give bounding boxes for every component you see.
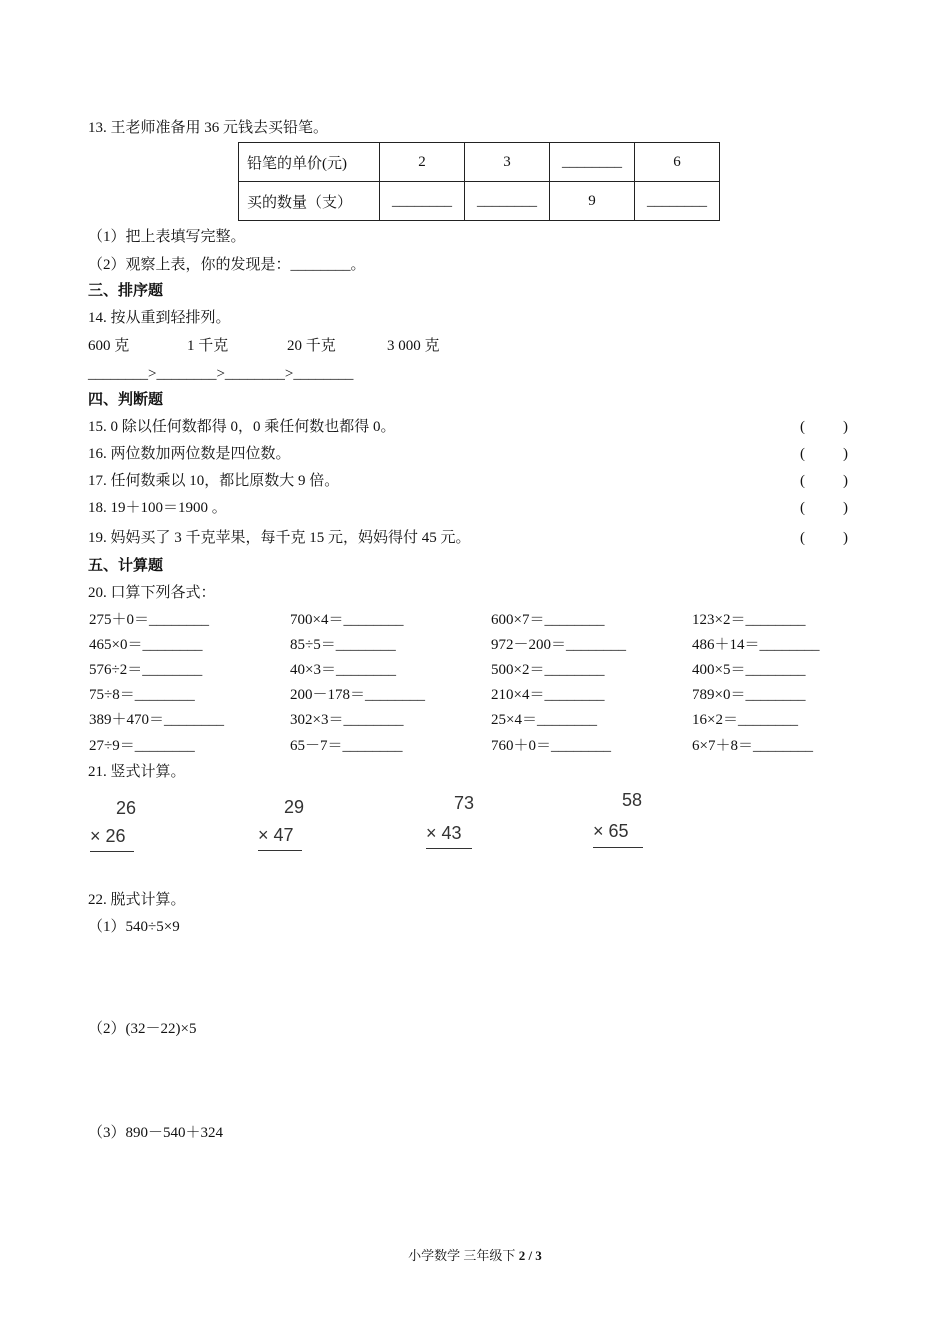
multiplicand: 73 [454,793,475,813]
mental-math-item: 389＋470＝________ [89,712,225,728]
answer-paren: ( ) [800,500,848,516]
q14-item: 3 000 克 [387,338,440,354]
q22-item: （2）(32－22)×5 [88,1021,197,1037]
q14-item: 20 千克 [287,338,336,354]
section-heading: 三、排序题 [88,283,164,299]
q13-sub2: （2）观察上表，你的发现是：________。 [88,257,366,273]
judge-item: 15. 0 除以任何数都得 0，0 乘任何数也都得 0。 [88,419,396,435]
multiplicand: 26 [116,798,137,818]
mental-math-item: 576÷2＝________ [89,662,203,678]
judge-item: 17. 任何数乘以 10，都比原数大 9 倍。 [88,473,340,489]
table-cell: 9 [550,182,635,221]
mental-math-item: 700×4＝________ [290,612,404,628]
table-cell: 2 [380,143,465,182]
mental-math-item: 123×2＝________ [692,612,806,628]
q13-sub1: （1）把上表填写完整。 [88,229,246,245]
vertical-multiplication [424,793,484,853]
table-row [239,182,720,221]
table-cell: ________ [380,182,465,221]
vertical-multiplication [256,797,316,857]
q13-title: 13. 王老师准备用 36 元钱去买铅笔。 [88,120,329,136]
multiplicand: 58 [622,790,643,810]
mental-math-item: 302×3＝________ [290,712,404,728]
answer-line [258,850,302,851]
mental-math-item: 6×7＋8＝________ [692,738,813,754]
row-header-quantity: 买的数量（支） [239,182,380,221]
mental-math-item: 275＋0＝________ [89,612,210,628]
multiplier: × 47 [258,825,294,845]
q14-answer-line: ________>________>________>________ [88,366,354,382]
mental-math-item: 75÷8＝________ [89,687,195,703]
page-footer [0,1245,950,1264]
price-table [238,142,720,221]
mental-math-item: 25×4＝________ [491,712,597,728]
table-cell: ________ [635,182,720,221]
vertical-multiplication [88,798,148,858]
row-header-price: 铅笔的单价(元) [239,143,380,182]
section-heading: 五、计算题 [88,558,164,574]
multiplier: × 26 [90,826,126,846]
answer-paren: ( ) [800,530,848,546]
table-cell: 6 [635,143,720,182]
multiplicand: 29 [284,797,305,817]
answer-line [593,847,643,848]
q14-title: 14. 按从重到轻排列。 [88,310,231,326]
q20-title: 20. 口算下列各式： [88,585,216,601]
q21-title: 21. 竖式计算。 [88,764,186,780]
q14-item: 1 千克 [187,338,229,354]
mental-math-item: 486＋14＝________ [692,637,820,653]
mental-math-item: 210×4＝________ [491,687,605,703]
judge-item: 16. 两位数加两位数是四位数。 [88,446,291,462]
section-heading: 四、判断题 [88,392,164,408]
mental-math-item: 200－178＝________ [290,687,426,703]
q22-title: 22. 脱式计算。 [88,892,186,908]
judge-item: 18. 19＋100＝1900 。 [88,500,227,516]
vertical-multiplication [591,790,651,850]
mental-math-item: 500×2＝________ [491,662,605,678]
mental-math-item: 40×3＝________ [290,662,396,678]
table-cell: ________ [550,143,635,182]
multiplier: × 43 [426,823,462,843]
mental-math-item: 760＋0＝________ [491,738,612,754]
q22-item: （1）540÷5×9 [88,919,180,935]
answer-paren: ( ) [800,419,848,435]
answer-paren: ( ) [800,473,848,489]
q22-item: （3）890－540＋324 [88,1125,224,1141]
answer-paren: ( ) [800,446,848,462]
answer-line [426,848,472,849]
mental-math-item: 972－200＝________ [491,637,627,653]
mental-math-item: 27÷9＝________ [89,738,195,754]
mental-math-item: 85÷5＝________ [290,637,396,653]
page-number: 2 / 3 [518,1248,542,1263]
mental-math-item: 465×0＝________ [89,637,203,653]
table-cell: ________ [465,182,550,221]
mental-math-item: 16×2＝________ [692,712,798,728]
multiplier: × 65 [593,821,629,841]
mental-math-item: 65－7＝________ [290,738,403,754]
judge-item: 19. 妈妈买了 3 千克苹果，每千克 15 元，妈妈得付 45 元。 [88,530,471,546]
table-row [239,143,720,182]
mental-math-item: 600×7＝________ [491,612,605,628]
q14-item: 600 克 [88,338,130,354]
footer-text: 小学数学 三年级下 [408,1248,516,1263]
answer-line [90,851,134,852]
mental-math-item: 400×5＝________ [692,662,806,678]
mental-math-item: 789×0＝________ [692,687,806,703]
table-cell: 3 [465,143,550,182]
